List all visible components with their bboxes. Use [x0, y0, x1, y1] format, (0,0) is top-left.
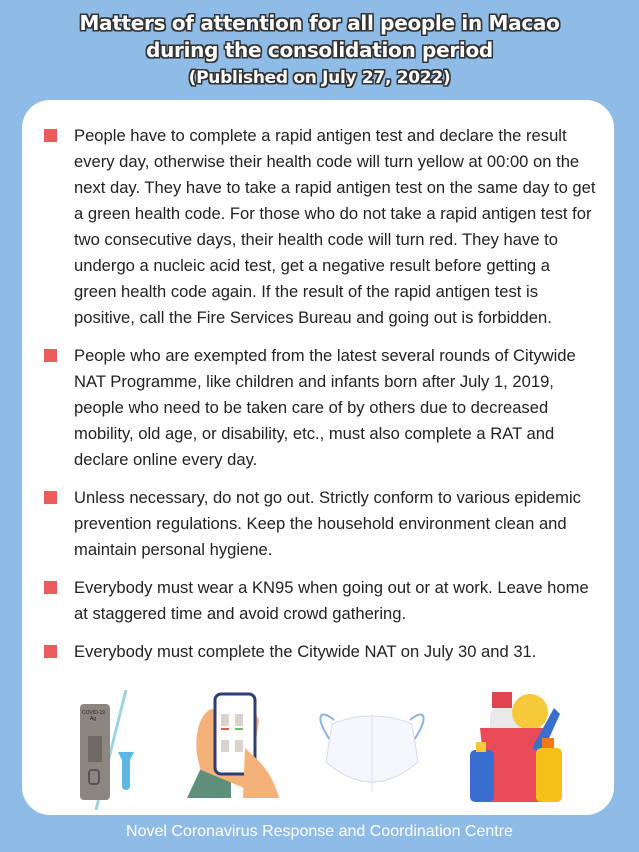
published-date: (Published on July 27, 2022) — [188, 68, 451, 88]
bullet-icon — [44, 491, 57, 504]
bullet-icon — [44, 581, 57, 594]
list-item — [44, 575, 604, 627]
bullet-icon — [44, 645, 57, 658]
item-text: Unless necessary, do not go out. Strictly conform to various epidemic prevention regulations. Keep the household environment clean and maintain personal hygiene. — [74, 488, 581, 559]
list-item — [44, 123, 604, 331]
title-line-2: during the consolidation period — [146, 38, 493, 62]
list-item — [44, 485, 604, 563]
svg-text:COVID-19: COVID-19 — [82, 710, 106, 716]
illustrations — [22, 688, 614, 813]
title-line-1: Matters of attention for all people in Macao — [79, 11, 560, 35]
item-text: People who are exempted from the latest several rounds of Citywide NAT Programme, like children and infants born after July 1, 2019, people who need to be taken care of by others due to decreased mobility, old age, or disability, etc., must also complete a RAT and declare online every day. — [74, 346, 576, 469]
list-item — [44, 343, 604, 473]
content-card — [22, 100, 614, 815]
item-text: Everybody must complete the Citywide NAT on July 30 and 31. — [74, 642, 537, 661]
rapid-test-kit-icon — [74, 690, 154, 812]
kn95-mask-icon — [312, 700, 432, 800]
list-item — [44, 639, 604, 665]
notice-list — [44, 123, 604, 677]
cleaning-supplies-icon — [462, 688, 572, 808]
footer-organization: Novel Coronavirus Response and Coordination Centre — [126, 823, 513, 840]
header — [0, 10, 639, 92]
bullet-icon — [44, 129, 57, 142]
phone-health-code-icon — [187, 688, 287, 798]
bullet-icon — [44, 349, 57, 362]
item-text: Everybody must wear a KN95 when going out or at work. Leave home at staggered time and avoid crowd gathering. — [74, 578, 589, 623]
svg-text:Ag: Ag — [90, 716, 97, 722]
item-text: People have to complete a rapid antigen test and declare the result every day, otherwise their health code will turn yellow at 00:00 on the next day. They have to take a rapid antigen test on the same day to get a green health code. For those who do not take a rapid antigen test for two consecutive days, their health code will turn red. They have to undergo a nucleic acid test, get a negative result before getting a green health code again. If the result of the rapid antigen test is positive, call the Fire Services Bureau and going out is forbidden. — [74, 126, 596, 327]
